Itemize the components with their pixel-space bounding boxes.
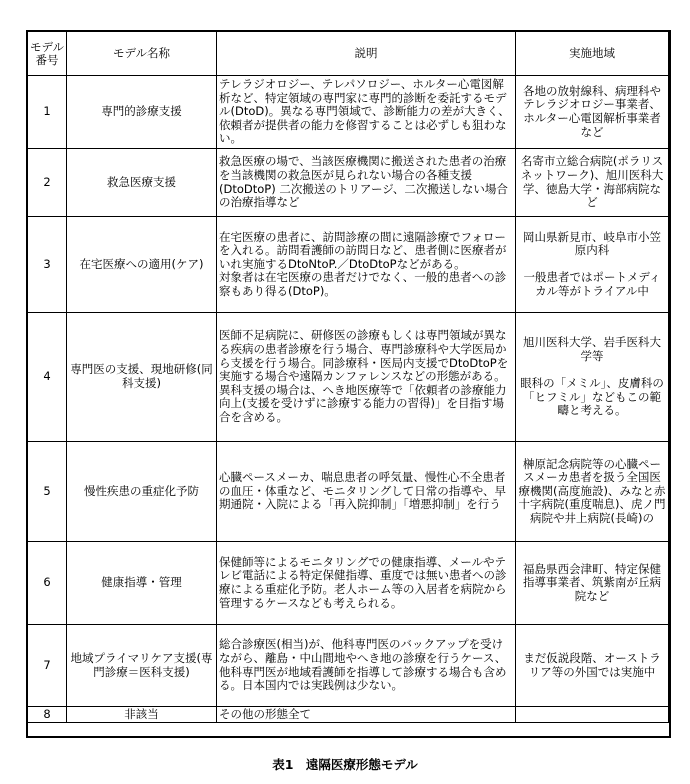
table-row [28, 625, 669, 707]
row-4-area-main: 旭川医科大学、岩手医科大学等 [523, 335, 661, 363]
header-implementation-area: 実施地域 [516, 32, 669, 76]
row-4-description: 医師不足病院に、研修医の診療もしくは専門領域が異なる疾病の患者診療を行う場合、専門診療科や大学医局から支援を行う場合。同診療科・医局内支援でDtoDtoPを実施する場合や遠隔カンファレンスなどの形態がある。異科支援の場合は、へき地医療等で「依頼者の診療能力向上(支援を受けずに診療する能力の習得)」を目指す場合を含める。 [217, 313, 516, 442]
row-3-area [516, 217, 669, 313]
row-1-area: 各地の放射線科、病理科やテレラジオロジー事業者、ホルター心電図解析事業者など [516, 76, 669, 149]
row-4-area-note: 眼科の「メミル」、皮膚科の「ヒフミル」などもこの範疇と考える。 [520, 376, 664, 418]
row-4-name: 専門医の支援、現地研修(同科支援) [67, 313, 217, 442]
row-7-area: まだ仮説段階、オーストラリア等の外国では実施中 [516, 625, 669, 707]
table-row [28, 149, 669, 217]
row-2-number: 2 [28, 149, 67, 217]
table-row [28, 442, 669, 542]
row-4-area [516, 313, 669, 442]
row-3-name: 在宅医療への適用(ケア) [67, 217, 217, 313]
row-5-area: 榊原記念病院等の心臓ペースメーカ患者を扱う全国医療機関(高度施設)、みなと赤十字病院(重度喘息)、虎ノ門病院や井上病院(長崎)の [516, 442, 669, 542]
row-3-area-main: 岡山県新見市、岐阜市小笠原内科 [523, 229, 661, 258]
row-8-area [516, 707, 669, 723]
row-8-name: 非該当 [67, 707, 217, 723]
telemedicine-model-table [27, 31, 669, 723]
row-7-description: 総合診療医(相当)が、他科専門医のバックアップを受けながら、離島・中山間地やへき地の診療を行うケース、他科専門医が地域看護師を指導して診療する場合も含める。日本国内では実践例は少ない。 [217, 625, 516, 707]
row-7-name: 地域プライマリケア支援(専門診療＝医科支援) [67, 625, 217, 707]
table-row [28, 313, 669, 442]
row-1-number: 1 [28, 76, 67, 149]
row-8-description: その他の形態全て [217, 707, 516, 723]
row-3-area-note: 一般患者ではポートメディカル等がトライアル中 [523, 270, 661, 298]
table-header-row [28, 32, 669, 76]
row-3-description-note: 対象者は在宅医療の患者だけでなく、一般的患者への診察もあり得る(DtoP)。 [219, 270, 507, 298]
table-row [28, 76, 669, 149]
row-1-name: 専門的診療支援 [67, 76, 217, 149]
row-5-number: 5 [28, 442, 67, 542]
row-3-area-gap [518, 258, 666, 272]
table-row [28, 542, 669, 625]
table-row [28, 707, 669, 723]
row-7-number: 7 [28, 625, 67, 707]
row-5-name: 慢性疾患の重症化予防 [67, 442, 217, 542]
row-3-description-main: 在宅医療の患者に、訪問診療の間に遠隔診療でフォローを入れる。訪問看護師の訪問日など、患者側に医療者がいれ実施するDtoNtoP.／DtoDtoPなどがある。 [219, 229, 507, 271]
row-6-description: 保健師等によるモニタリングでの健康指導、メールやテレビ電話による特定保健指導、重度では無い患者への診療による重症化予防。老人ホーム等の入居者を病院から管理するケースなども考えられる。 [217, 542, 516, 625]
header-model-number-text: モデル番号 [30, 39, 64, 67]
row-6-name: 健康指導・管理 [67, 542, 217, 625]
header-model-name: モデル名称 [67, 32, 217, 76]
row-5-description: 心臓ペースメーカ、喘息患者の呼気量、慢性心不全患者の血圧・体重など、モニタリングして日常の指導や、早期通院・入院による「再入院抑制」「増悪抑制」を行う [217, 442, 516, 542]
row-1-description: テレラジオロジー、テレパソロジー、ホルター心電図解析など、特定領域の専門家に専門的診断を委託するモデル(DtoD)。異なる専門領域で、診断能力の差が大きく、依頼者が提供者の能力を修習することは必ずしも狙わない。 [217, 76, 516, 149]
row-4-number: 4 [28, 313, 67, 442]
header-model-number [28, 32, 67, 76]
row-3-description [217, 217, 516, 313]
header-description: 説明 [217, 32, 516, 76]
row-4-area-gap [518, 363, 666, 377]
row-2-description: 救急医療の場で、当該医療機関に搬送された患者の治療を当該機関の救急医が見られない場合の各種支援(DtoDtoP) 二次搬送のトリアージ、二次搬送しない場合の治療指導など [217, 149, 516, 217]
row-6-area: 福島県西会津町、特定保健指導事業者、筑紫南が丘病院など [516, 542, 669, 625]
row-8-number: 8 [28, 707, 67, 723]
row-2-name: 救急医療支援 [67, 149, 217, 217]
row-2-area: 名寄市立総合病院(ポラリスネットワーク)、旭川医科大学、徳島大学・海部病院など [516, 149, 669, 217]
row-6-number: 6 [28, 542, 67, 625]
table-caption: 表1 遠隔医療形態モデル [272, 757, 418, 772]
table-row [28, 217, 669, 313]
row-3-number: 3 [28, 217, 67, 313]
